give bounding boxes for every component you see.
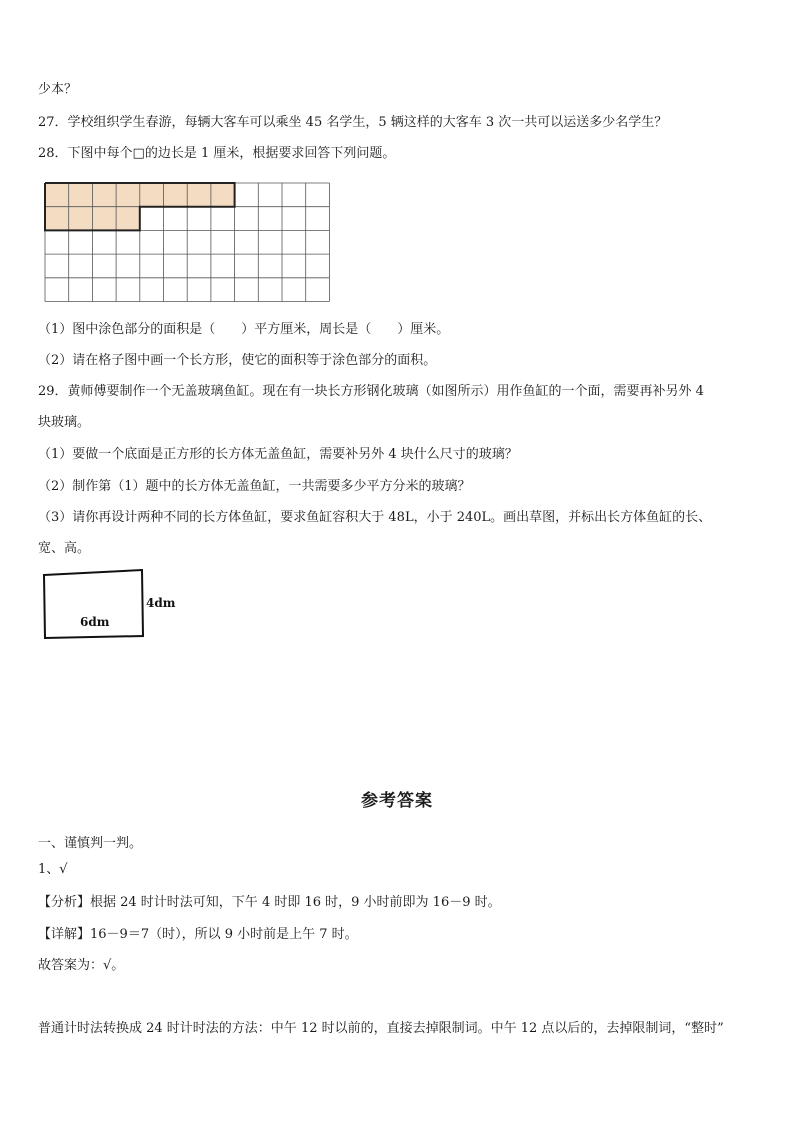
question-28: 28．下图中每个□的边长是 1 厘米，根据要求回答下列问题。 (38, 146, 396, 161)
question-29-part-1: （1）要做一个底面是正方形的长方体无盖鱼缸，需要补另外 4 块什么尺寸的玻璃？ (38, 447, 518, 462)
answers-title: 参考答案 (361, 791, 433, 811)
shaded-cell (164, 183, 188, 207)
answer-conclusion: 故答案为：√。 (38, 958, 125, 973)
question-26-tail: 少本？ (38, 82, 78, 97)
shaded-cell (92, 183, 116, 207)
answer-note: 普通计时法转换成 24 时计时法的方法：中午 12 时以前的，直接去掉限制词。中午 12 点以后的，去掉限制词，“整时” (38, 1021, 724, 1036)
shaded-cell (187, 183, 211, 207)
shaded-cell (45, 207, 69, 231)
shaded-cell (69, 207, 93, 231)
question-28-part-2: （2）请在格子图中画一个长方形，使它的面积等于涂色部分的面积。 (38, 353, 437, 368)
shaded-cell (140, 183, 164, 207)
shaded-cell (92, 207, 116, 231)
answer-item-1: 1、√ (38, 862, 68, 877)
answer-analysis: 【分析】根据 24 时计时法可知，下午 4 时即 16 时，9 小时前即为 16－9 时。 (38, 895, 501, 910)
question-28-part-1: （1）图中涂色部分的面积是（ ）平方厘米，周长是（ ）厘米。 (38, 322, 450, 337)
question-29-line-1: 29．黄师傅要制作一个无盖玻璃鱼缸。现在有一块长方形钢化玻璃（如图所示）用作鱼缸的一个面，需要再补另外 4 (38, 384, 704, 399)
glass-rectangle-figure (40, 566, 190, 642)
shaded-cell (116, 207, 140, 231)
glass-width-label: 6dm (80, 615, 110, 629)
question-29-part-2: （2）制作第（1）题中的长方体无盖鱼缸，一共需要多少平方分米的玻璃？ (38, 479, 471, 494)
grid-figure (44, 182, 330, 302)
question-29-part-3-line-2: 宽、高。 (38, 541, 91, 556)
question-29-part-3-line-1: （3）请你再设计两种不同的长方体鱼缸，要求鱼缸容积大于 48L，小于 240L。画出草图，并标出长方体鱼缸的长、 (38, 510, 712, 525)
shaded-cell (45, 183, 69, 207)
shaded-cell (211, 183, 235, 207)
answer-detail: 【详解】16－9＝7（时），所以 9 小时前是上午 7 时。 (38, 927, 358, 942)
glass-height-label: 4dm (146, 596, 176, 610)
question-27: 27．学校组织学生春游，每辆大客车可以乘坐 45 名学生，5 辆这样的大客车 3 次一共可以运送多少名学生？ (38, 115, 668, 130)
shaded-cell (69, 183, 93, 207)
shaded-cell (116, 183, 140, 207)
question-29-line-2: 块玻璃。 (38, 415, 91, 430)
answers-section-1: 一、谨慎判一判。 (38, 836, 143, 851)
